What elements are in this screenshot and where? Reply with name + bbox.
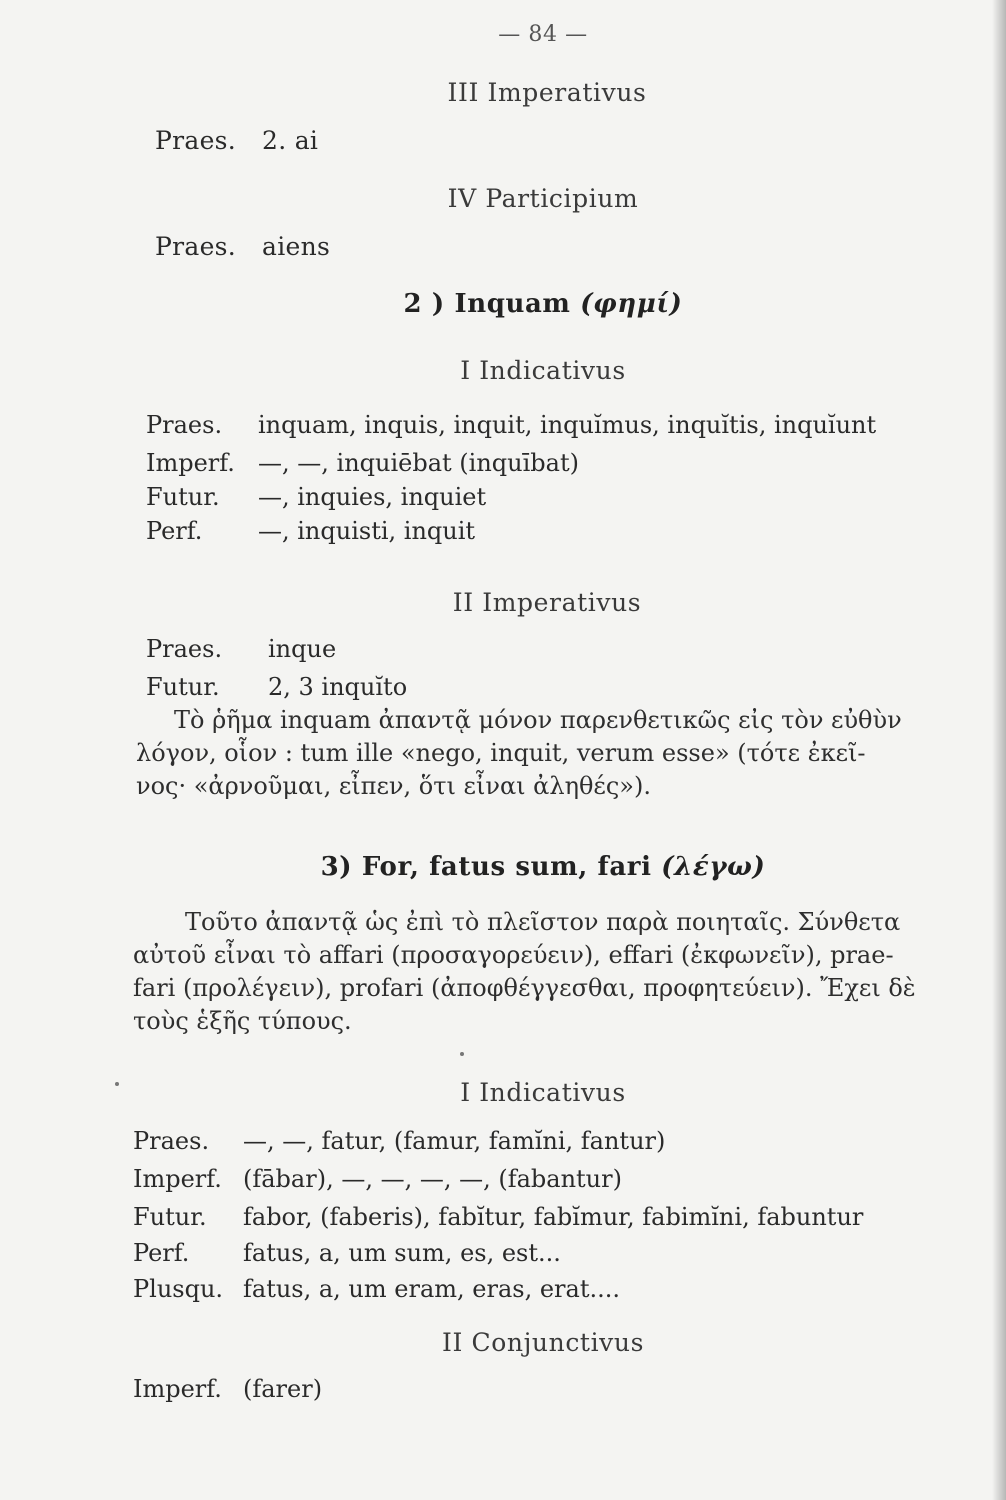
- section-heading-indicativus: I Indicativus: [460, 356, 626, 385]
- note-line: λόγον, οἷον : tum ille «nego, inquit, verum esse» (τότε ἐκεῖ-: [136, 739, 866, 767]
- note-line: αὐτοῦ εἶναι τὸ affari (προσαγορεύειν), effari (ἐκφωνεῖν), prae-: [133, 941, 894, 969]
- paradigm-row: [133, 1274, 620, 1304]
- note-line: νος· «ἀρνοῦμαι, εἶπεν, ὅτι εἶναι ἀληθές»).: [136, 772, 651, 800]
- row-label: Imperf.: [133, 1165, 222, 1193]
- row-forms: 2, 3 inquĭto: [268, 673, 408, 701]
- row-label: Praes.: [146, 635, 223, 663]
- row-label: Imperf.: [146, 449, 235, 477]
- verb-heading-for: [40, 852, 1006, 882]
- paradigm-row: [133, 1374, 322, 1404]
- heading-latin: Inquam: [454, 289, 571, 319]
- page-edge-shadow: [992, 0, 1006, 1500]
- verb-heading-inquam: [40, 289, 1006, 319]
- row-label-praes: Praes.: [155, 232, 237, 261]
- row-forms: fabor, (faberis), fabĭtur, fabĭmur, fabimĭni, fabuntur: [243, 1203, 864, 1231]
- paradigm-row: [146, 448, 579, 478]
- row-label: Imperf.: [133, 1375, 222, 1403]
- paradigm-row: [146, 634, 336, 664]
- section-heading-indicativus: I Indicativus: [460, 1078, 626, 1107]
- page-number: — 84 —: [498, 22, 588, 47]
- paradigm-row: [146, 672, 407, 702]
- paradigm-row: [133, 1238, 561, 1268]
- row-label: Futur.: [146, 483, 220, 511]
- section-heading-participium: IV Participium: [447, 184, 639, 213]
- row-label-praes: Praes.: [155, 126, 237, 155]
- row-label: Perf.: [133, 1239, 190, 1267]
- paradigm-row: [133, 1202, 863, 1232]
- section-heading-imperativus-ii: II Imperativus: [452, 588, 642, 617]
- row-label: Praes.: [133, 1127, 210, 1155]
- row-forms: fatus, a, um eram, eras, erat....: [243, 1275, 620, 1303]
- row-forms: —, —, fatur, (famur, famĭni, fantur): [243, 1127, 666, 1155]
- note-line: Τοῦτο ἀπαντᾷ ὡς ἐπὶ τὸ πλεῖστον παρὰ ποιηταῖς. Σύνθετα: [185, 908, 901, 936]
- section-heading-conjunctivus: II Conjunctivus: [441, 1328, 645, 1357]
- note-line: Τὸ ῥῆμα inquam ἀπαντᾷ μόνον παρενθετικῶς εἰς τὸν εὐθὺν: [174, 706, 902, 734]
- note-line: fari (προλέγειν), profari (ἀποφθέγγεσθαι, προφητεύειν). Ἔχει δὲ: [133, 974, 916, 1002]
- section-heading-imperativus-iii: III Imperativus: [447, 78, 647, 107]
- print-speck: [460, 1052, 464, 1056]
- row-form-aiens: aiens: [262, 232, 331, 261]
- paradigm-row: [133, 1126, 665, 1156]
- heading-greek: (φημί): [580, 289, 683, 319]
- paradigm-row: [133, 1164, 622, 1194]
- row-forms: inque: [268, 635, 337, 663]
- paradigm-row: [146, 482, 486, 512]
- paradigm-row: [146, 410, 876, 440]
- row-label: Futur.: [133, 1203, 207, 1231]
- row-forms: (farer): [243, 1375, 323, 1403]
- note-line: τοὺς ἑξῆς τύπους.: [133, 1007, 352, 1035]
- row-forms: —, inquies, inquiet: [258, 483, 487, 511]
- row-forms: fatus, a, um sum, es, est...: [243, 1239, 561, 1267]
- note-paragraph-inquam: [136, 704, 936, 803]
- row-forms: —, —, inquiēbat (inquībat): [258, 449, 579, 477]
- heading-latin: For, fatus sum, fari: [361, 852, 652, 882]
- heading-number: 2 ): [403, 289, 445, 319]
- row-forms: (fābar), —, —, —, —, (fabantur): [243, 1165, 622, 1193]
- row-forms: —, inquisti, inquit: [258, 517, 476, 545]
- row-label: Plusqu.: [133, 1275, 224, 1303]
- row-label: Perf.: [146, 517, 203, 545]
- note-paragraph-for: [133, 906, 938, 1038]
- row-label: Futur.: [146, 673, 220, 701]
- row-label: Praes.: [146, 411, 223, 439]
- heading-number: 3): [320, 852, 353, 882]
- row-form-ai: 2. ai: [262, 126, 319, 155]
- heading-greek: (λέγω): [661, 852, 766, 882]
- paradigm-row: [146, 516, 475, 546]
- row-forms: inquam, inquis, inquit, inquĭmus, inquĭtis, inquĭunt: [258, 411, 877, 439]
